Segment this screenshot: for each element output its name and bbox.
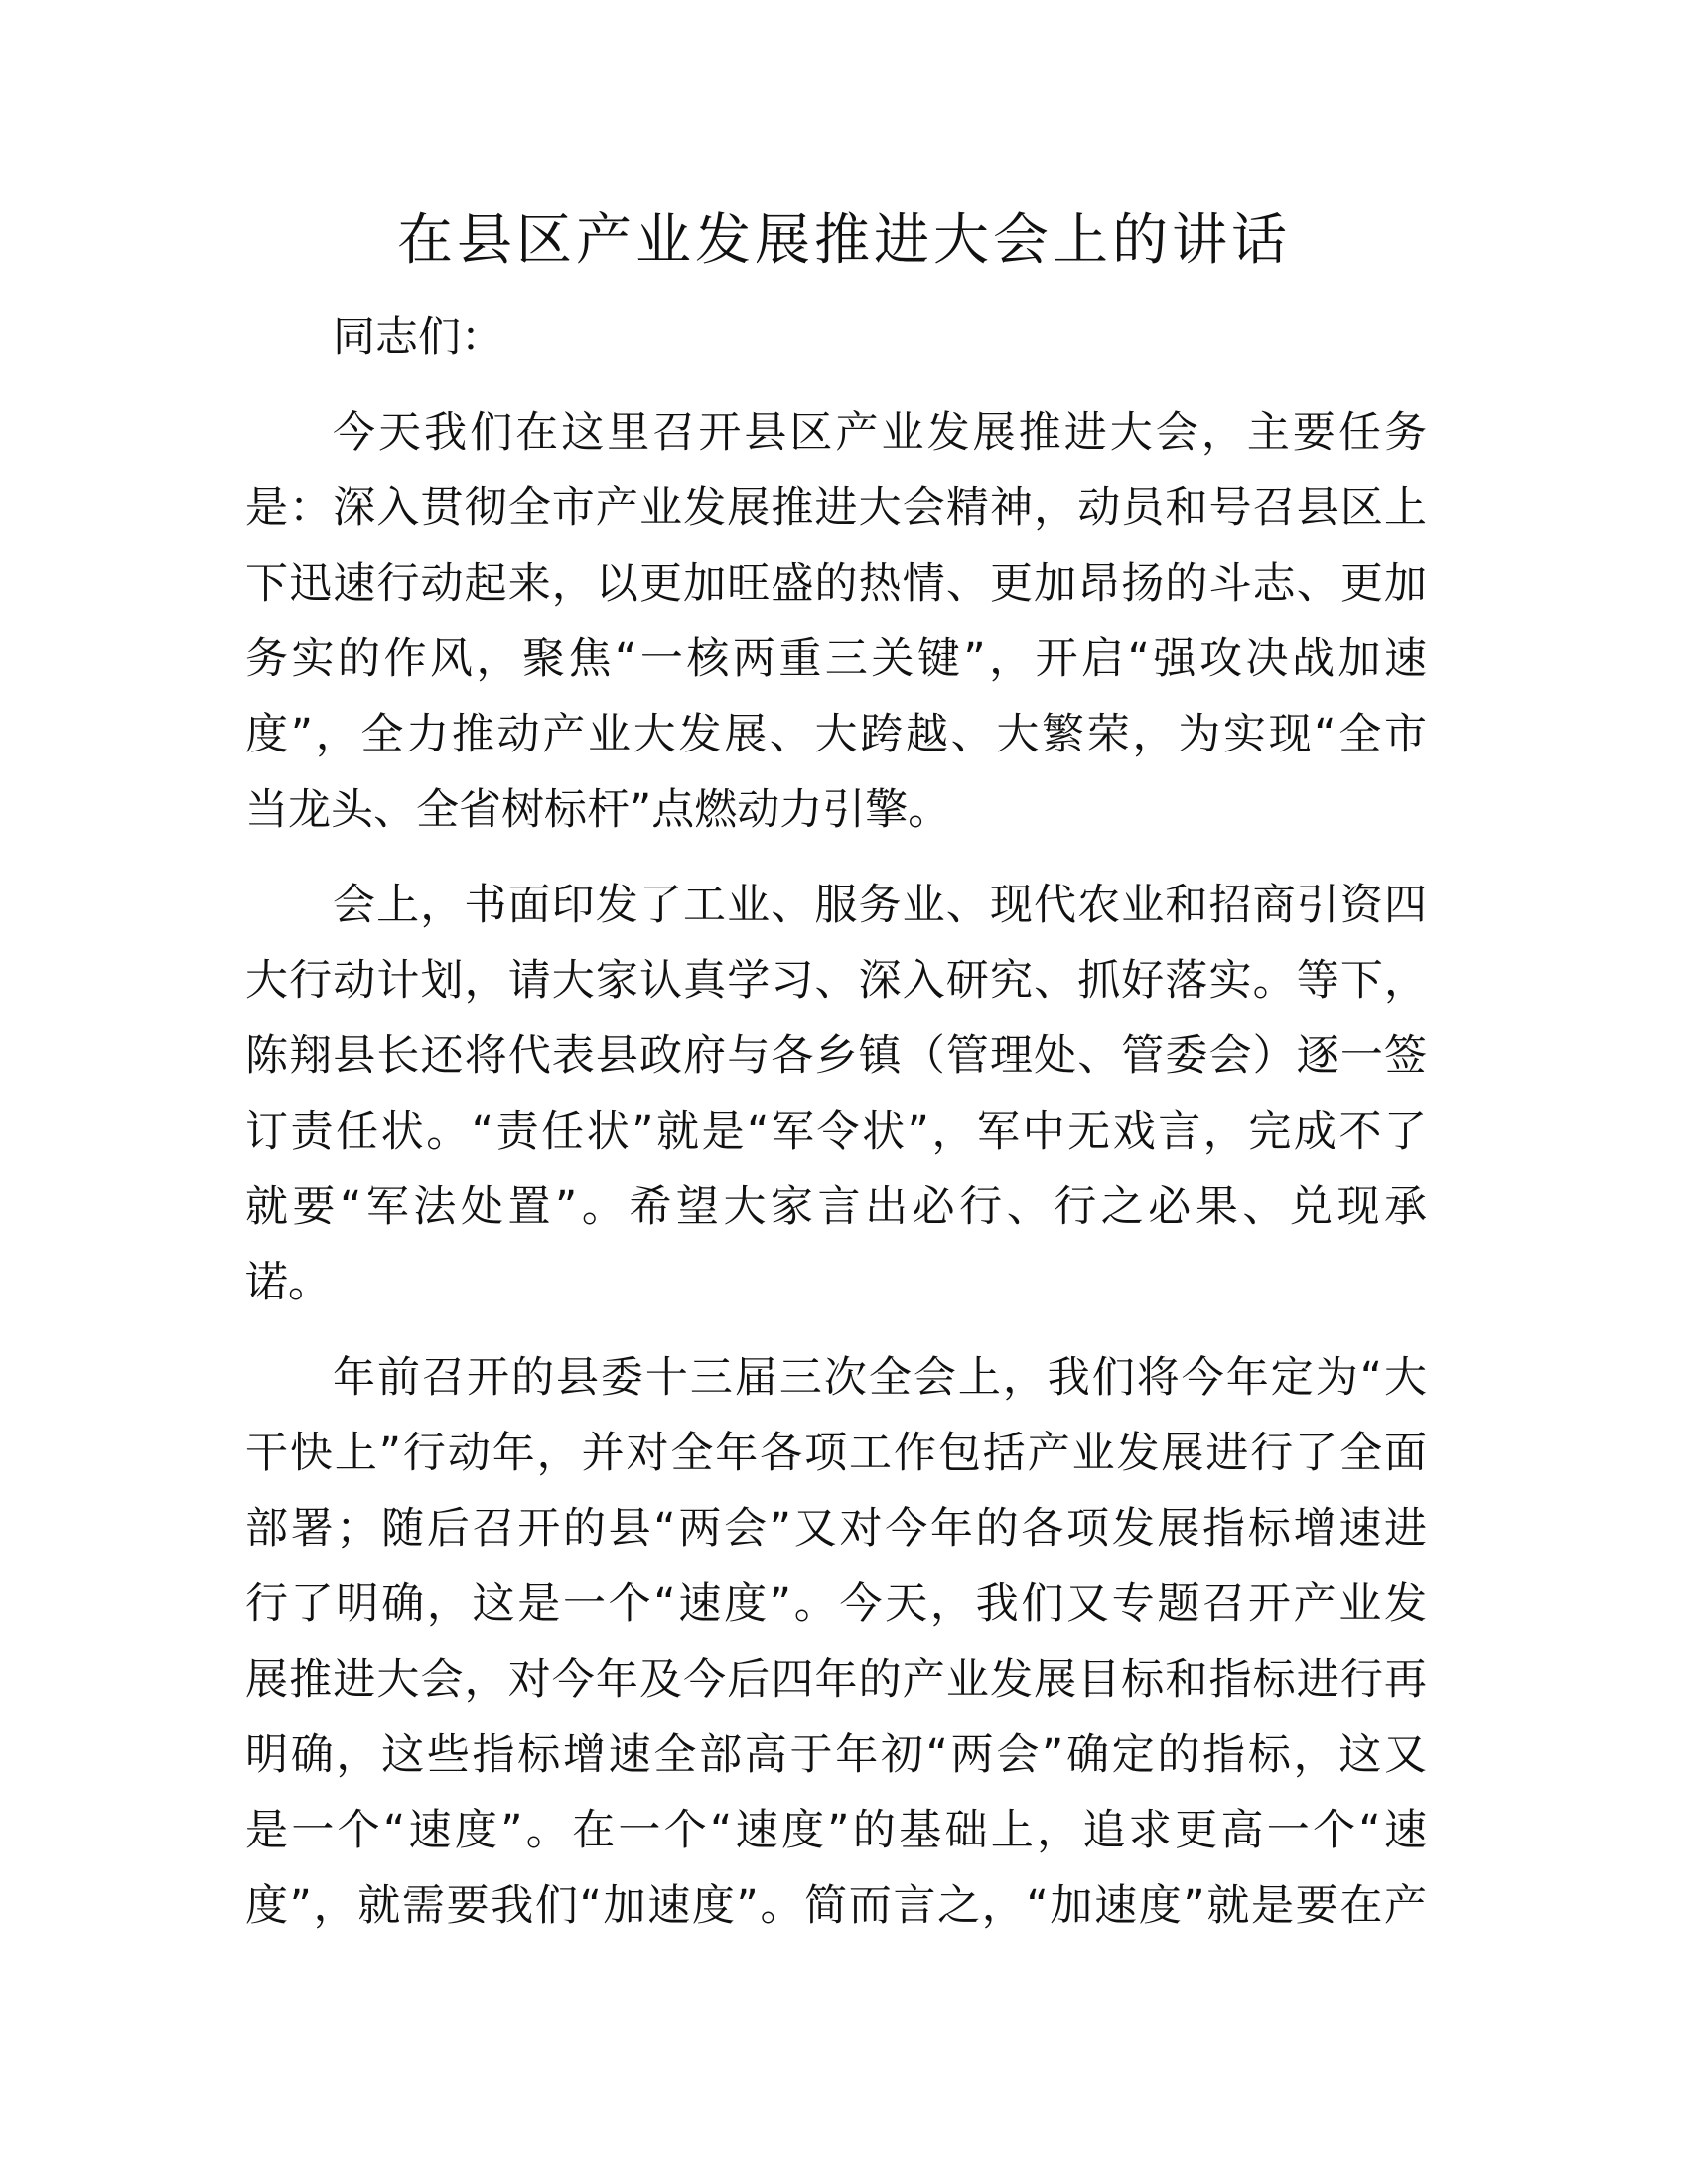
text-line: 同志们： (333, 313, 503, 362)
paragraph (245, 300, 1427, 375)
text-line: 是一个“速度”。在一个“速度”的基础上，追求更高一个“速 (245, 1806, 1427, 1855)
text-line: 大行动计划，请大家认真学习、深入研究、抓好落实。等下， (245, 956, 1427, 1006)
text-line: 下迅速行动起来，以更加旺盛的热情、更加昂扬的斗志、更加 (245, 559, 1427, 609)
text-line: 行了明确，这是一个“速度”。今天，我们又专题召开产业发 (245, 1579, 1427, 1629)
paragraph (245, 1340, 1427, 1944)
document-body (245, 300, 1427, 1964)
text-line: 度”，就需要我们“加速度”。简而言之，“加速度”就是要在产 (245, 1881, 1427, 1931)
text-line: 度”，全力推动产业大发展、大跨越、大繁荣，为实现“全市 (245, 710, 1427, 759)
text-line: 展推进大会，对今年及今后四年的产业发展目标和指标进行再 (245, 1655, 1427, 1705)
text-line: 订责任状。“责任状”就是“军令状”，军中无戏言，完成不了 (245, 1107, 1427, 1157)
text-line: 会上，书面印发了工业、服务业、现代农业和招商引资四 (333, 881, 1427, 930)
text-line: 陈翔县长还将代表县政府与各乡镇（管理处、管委会）逐一签 (245, 1031, 1427, 1081)
text-line: 部署；随后召开的县“两会”又对今年的各项发展指标增速进 (245, 1504, 1427, 1554)
text-line: 明确，这些指标增速全部高于年初“两会”确定的指标，这又 (245, 1730, 1427, 1780)
paragraph (245, 868, 1427, 1320)
text-line: 就要“军法处置”。希望大家言出必行、行之必果、兑现承 (245, 1182, 1427, 1232)
document-title: 在县区产业发展推进大会上的讲话 (397, 208, 1291, 273)
paragraph (245, 395, 1427, 848)
text-line: 务实的作风，聚焦“一核两重三关键”，开启“强攻决战加速 (245, 634, 1427, 684)
text-line: 诺。 (245, 1258, 331, 1307)
text-line: 干快上”行动年，并对全年各项工作包括产业发展进行了全面 (245, 1429, 1427, 1478)
text-line: 年前召开的县委十三届三次全会上，我们将今年定为“大 (333, 1353, 1427, 1403)
text-line: 是：深入贯彻全市产业发展推进大会精神，动员和号召县区上 (245, 483, 1427, 533)
text-line: 当龙头、全省树标杆”点燃动力引擎。 (245, 785, 951, 835)
text-line: 今天我们在这里召开县区产业发展推进大会，主要任务 (333, 408, 1427, 458)
